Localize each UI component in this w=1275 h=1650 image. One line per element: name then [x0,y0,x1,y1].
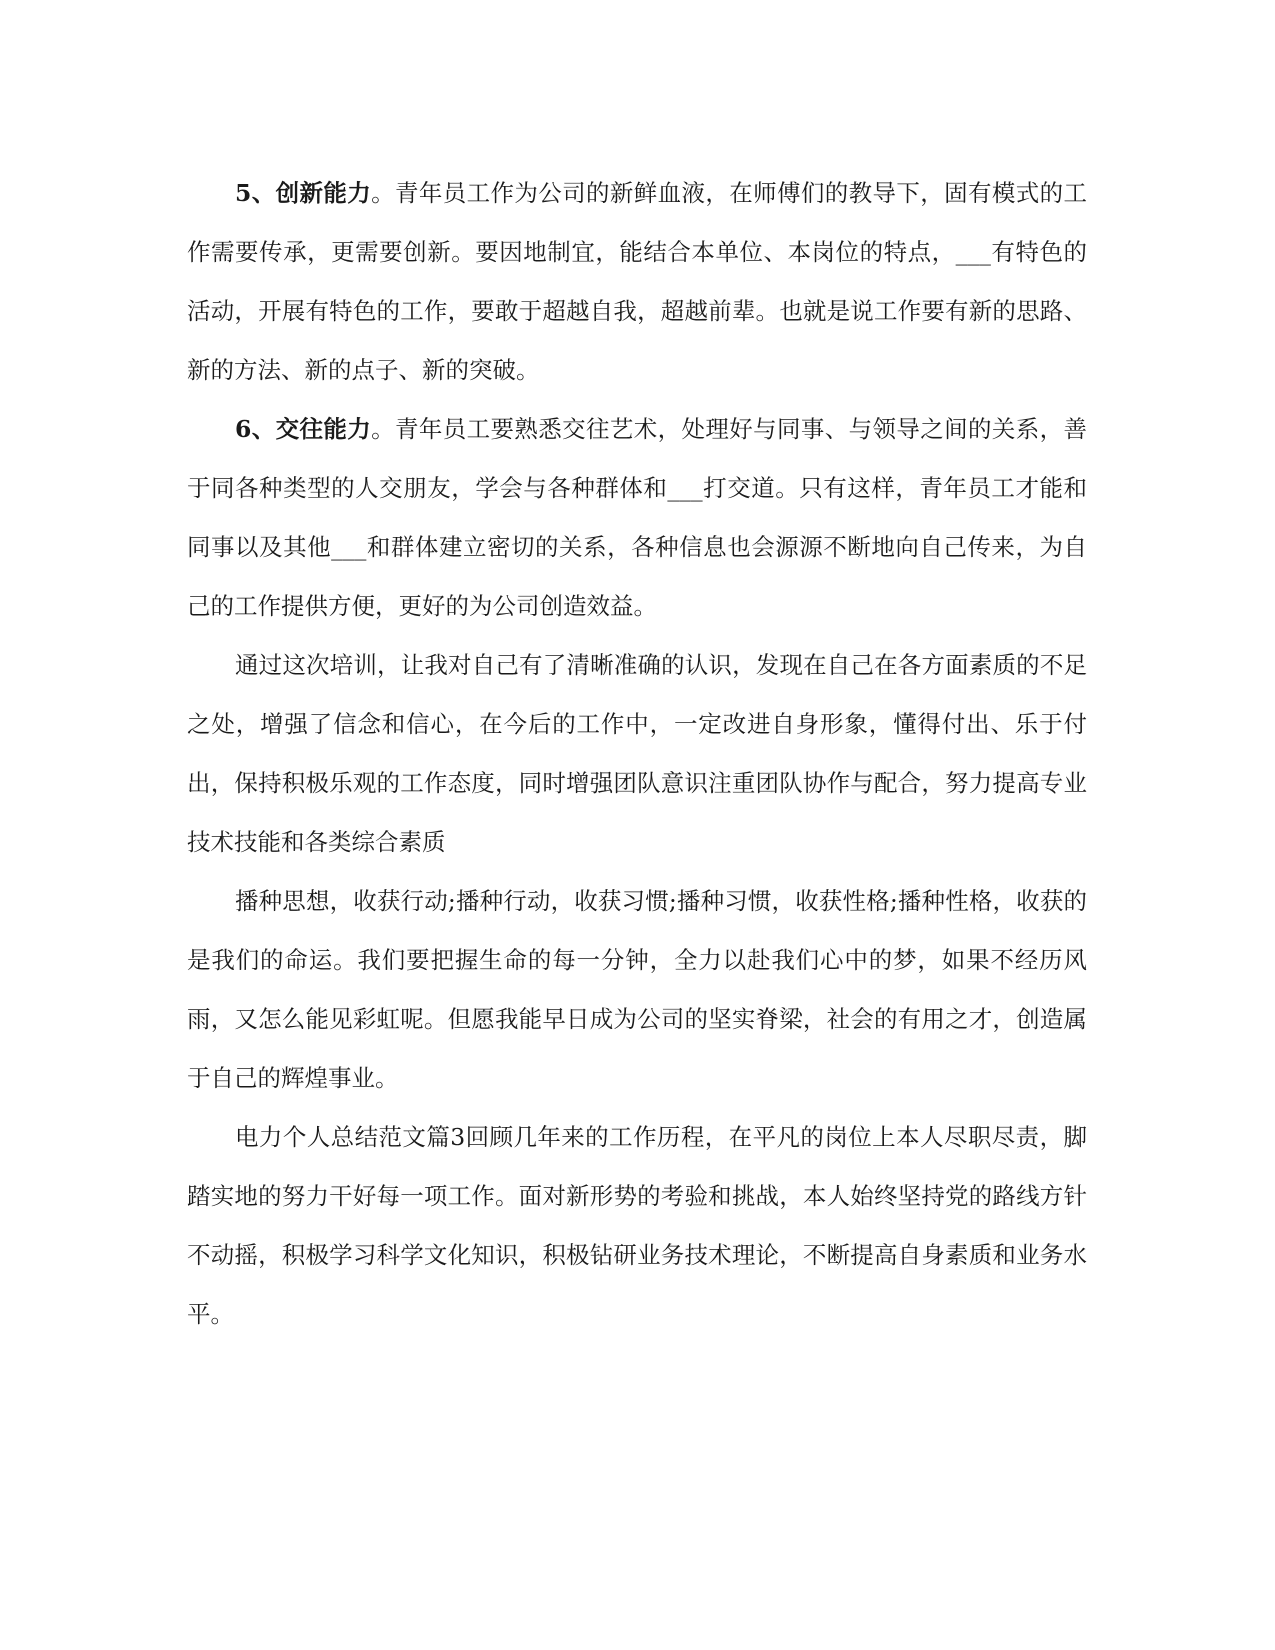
paragraph-text: 。青年员工要熟悉交往艺术，处理好与同事、与领导之间的关系，善于同各种类型的人交朋友，学会与各种群体和___打交道。只有这样，青年员工才能和同事以及其他___和群体建立密切的关系，各种信息也会源源不断地向自己传来，为自己的工作提供方便，更好的为公司创造效益。 [187,415,1087,620]
paragraph-text: 。青年员工作为公司的新鲜血液，在师傅们的教导下，固有模式的工作需要传承，更需要创新。要因地制宜，能结合本单位、本岗位的特点，___有特色的活动，开展有特色的工作，要敢于超越自我，超越前辈。也就是说工作要有新的思路、新的方法、新的点子、新的突破。 [187,179,1087,384]
paragraph-text: 播种思想，收获行动;播种行动，收获习惯;播种习惯，收获性格;播种性格，收获的是我们的命运。我们要把握生命的每一分钟，全力以赴我们心中的梦，如果不经历风雨，又怎么能见彩虹呢。但愿我能早日成为公司的坚实脊梁，社会的有用之才，创造属于自己的辉煌事业。 [187,887,1087,1092]
paragraph-heading: 6、交往能力 [235,415,372,443]
paragraph-summary-article-3 [187,1108,1087,1344]
paragraph-heading: 5、创新能力 [235,179,372,207]
paragraph-communication-ability [187,400,1087,636]
paragraph-training-reflection [187,636,1087,872]
paragraph-text: 通过这次培训，让我对自己有了清晰准确的认识，发现在自己在各方面素质的不足之处，增强了信念和信心，在今后的工作中，一定改进自身形象，懂得付出、乐于付出，保持积极乐观的工作态度，同时增强团队意识注重团队协作与配合，努力提高专业技术技能和各类综合素质 [187,651,1087,856]
paragraph-aspiration [187,872,1087,1108]
document-body [187,164,1087,1344]
paragraph-text: 电力个人总结范文篇3回顾几年来的工作历程，在平凡的岗位上本人尽职尽责，脚踏实地的努力干好每一项工作。面对新形势的考验和挑战，本人始终坚持党的路线方针不动摇，积极学习科学文化知识，积极钻研业务技术理论，不断提高自身素质和业务水平。 [187,1123,1087,1328]
paragraph-innovation-ability [187,164,1087,400]
